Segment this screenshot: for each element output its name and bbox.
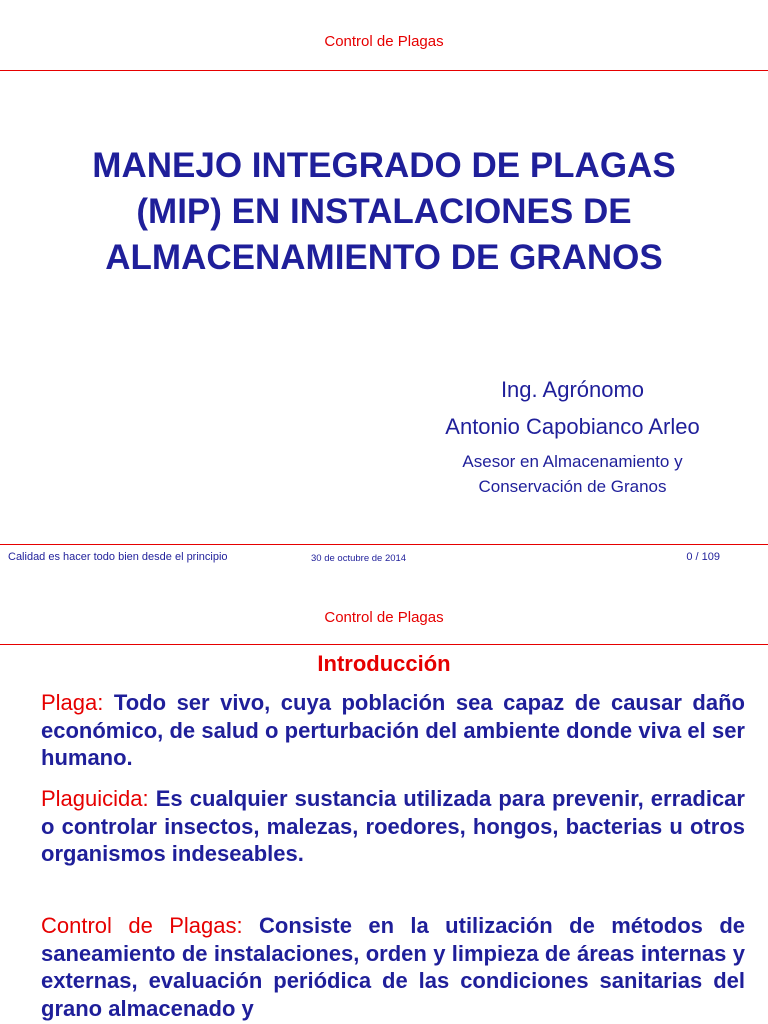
intro-slide (0, 580, 768, 1024)
definition-text: Es cualquier sustancia utilizada para prevenir, erradicar o controlar insectos, malezas, roedores, hongos, bacterias u otros organismos indeseables. (41, 786, 745, 866)
author-name: Antonio Capobianco Arleo (445, 414, 700, 439)
footer-motto: Calidad es hacer todo bien desde el principio (8, 551, 228, 563)
presentation-title (20, 143, 748, 281)
definition-control-de-plagas (41, 912, 745, 1022)
footer-divider (0, 544, 768, 545)
title-line: (MIP) EN INSTALACIONES DE (136, 192, 632, 231)
definition-plaguicida (41, 785, 745, 868)
definition-term: Plaga: (41, 690, 104, 715)
title-line: MANEJO INTEGRADO DE PLAGAS (92, 146, 676, 185)
author-role-line: Conservación de Granos (478, 477, 667, 496)
author-degree: Ing. Agrónomo (500, 377, 645, 402)
definition-text: Consiste en la utilización de métodos de saneamiento de instalaciones, orden y limpieza de áreas internas y externas, evaluación periódica de las condiciones sanitarias del grano almacenado y (41, 913, 745, 1021)
slide-header: Control de Plagas (324, 609, 444, 626)
definition-text: Todo ser vivo, cuya población sea capaz de causar daño económico, de salud o perturbación del ambiente donde viva el ser humano. (41, 690, 745, 770)
author-role-line: Asesor en Almacenamiento y (462, 452, 683, 471)
definition-term: Plaguicida: (41, 786, 149, 811)
footer-date: 30 de octubre de 2014 (311, 553, 407, 564)
slide-header: Control de Plagas (324, 33, 444, 50)
page-number: 0 / 109 (686, 551, 720, 563)
definition-term: Control de Plagas: (41, 913, 243, 938)
title-line: ALMACENAMIENTO DE GRANOS (105, 238, 663, 277)
definition-plaga (41, 689, 745, 772)
header-divider (0, 644, 768, 645)
header-divider (0, 70, 768, 71)
section-title: Introducción (317, 651, 451, 676)
